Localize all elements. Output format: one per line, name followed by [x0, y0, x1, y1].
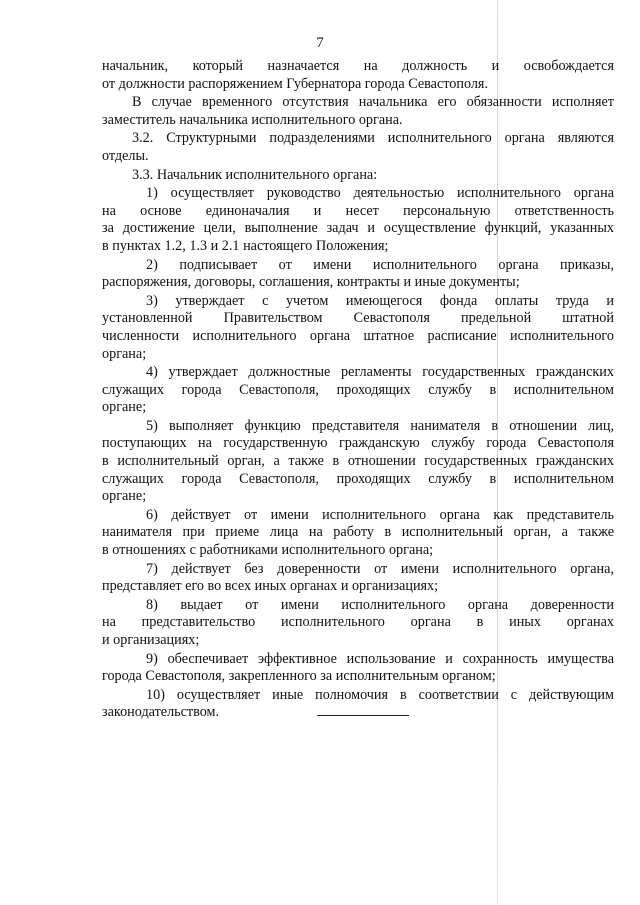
- list-item-9: [102, 651, 614, 686]
- text-line: начальник, который назначается на должность и освобождается: [102, 58, 614, 74]
- list-item-3: [102, 293, 614, 363]
- list-item-5: [102, 418, 614, 506]
- list-item-1: [102, 185, 614, 255]
- text-line: служащих города Севастополя, проходящих службу в исполнительном: [102, 470, 614, 487]
- document-body: [102, 58, 614, 723]
- text-line: законодательством.: [102, 704, 220, 721]
- text-line: 6) действует от имени исполнительного органа как представитель: [146, 506, 614, 523]
- text-line: в пунктах 1.2, 1.3 и 2.1 настоящего Положения;: [102, 237, 389, 254]
- text-line: В случае временного отсутствия начальника его обязанности исполняет: [132, 94, 614, 111]
- text-line: представляет его во всех иных органах и организациях;: [102, 578, 439, 595]
- text-line: на основе единоначалия и несет персональную ответственность: [102, 202, 614, 219]
- paragraph-3-3: [102, 167, 614, 185]
- text-line: органе;: [102, 488, 147, 505]
- list-item-6: [102, 507, 614, 560]
- text-line: 3.2. Структурными подразделениями исполнительного органа являются: [132, 130, 614, 147]
- text-line: 3.3. Начальник исполнительного органа:: [132, 166, 378, 183]
- list-item-7: [102, 561, 614, 596]
- text-line: 8) выдает от имени исполнительного органа доверенности: [146, 596, 614, 613]
- page-number: 7: [316, 35, 324, 51]
- paragraph-deputy: [102, 94, 614, 129]
- text-line: 3) утверждает с учетом имеющегося фонда оплаты труда и: [146, 292, 614, 309]
- text-line: и организациях;: [102, 632, 200, 648]
- text-line: установленной Правительством Севастополя предельной штатной: [102, 310, 614, 327]
- text-line: от должности распоряжением Губернатора города Севастополя.: [102, 75, 489, 92]
- closing-rule: [317, 715, 409, 716]
- text-line: поступающих на государственную гражданскую службу города Севастополя: [102, 435, 614, 452]
- text-line: в исполнительный орган, а также в отношении государственных гражданских: [102, 453, 614, 470]
- paragraph-3-2: [102, 130, 614, 165]
- text-line: распоряжения, договоры, соглашения, контракты и иные документы;: [102, 274, 520, 291]
- text-line: 10) осуществляет иные полномочия в соответствии с действующим: [146, 686, 614, 703]
- list-item-8: [102, 597, 614, 650]
- text-line: за достижение цели, выполнение задач и осуществление функций, указанных: [102, 220, 614, 237]
- text-line: на представительство исполнительного органа в иных органах: [102, 614, 614, 631]
- text-line: 1) осуществляет руководство деятельностью исполнительного органа: [146, 185, 614, 202]
- text-line: 2) подписывает от имени исполнительного органа приказы,: [146, 256, 614, 273]
- text-line: нанимателя при приеме лица на работу в исполнительный орган, а также: [102, 524, 614, 541]
- list-item-4: [102, 364, 614, 417]
- list-item-2: [102, 257, 614, 292]
- text-line: 5) выполняет функцию представителя нанимателя в отношении лиц,: [146, 417, 614, 434]
- text-line: отделы.: [102, 147, 149, 164]
- text-line: 7) действует без доверенности от имени исполнительного органа,: [146, 560, 614, 577]
- text-line: органе;: [102, 399, 147, 416]
- text-line: служащих города Севастополя, проходящих службу в исполнительном: [102, 381, 614, 398]
- text-line: 9) обеспечивает эффективное использование и сохранность имущества: [146, 650, 614, 667]
- list-item-10: [102, 687, 614, 722]
- paragraph-continuation: [102, 58, 614, 93]
- text-line: города Севастополя, закрепленного за исполнительным органом;: [102, 668, 496, 685]
- text-line: в отношениях с работниками исполнительного органа;: [102, 542, 434, 559]
- text-line: 4) утверждает должностные регламенты государственных гражданских: [146, 364, 614, 381]
- text-line: органа;: [102, 345, 147, 362]
- text-line: заместитель начальника исполнительного органа.: [102, 111, 403, 128]
- text-line: численности исполнительного органа штатное расписание исполнительного: [102, 327, 614, 344]
